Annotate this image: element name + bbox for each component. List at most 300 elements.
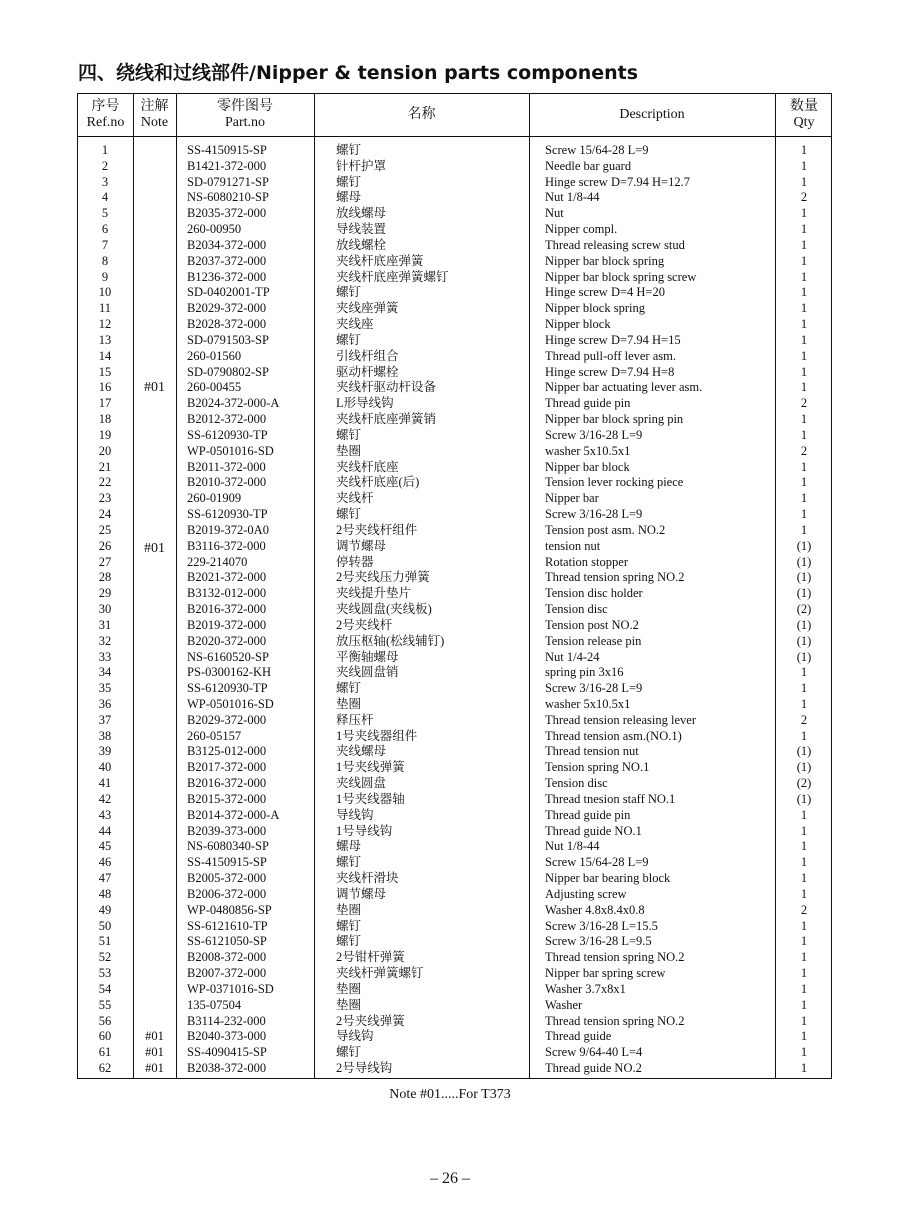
table-row: [78, 855, 831, 871]
part-number-cell: B2015-372-000: [187, 791, 267, 806]
table-row: [78, 507, 831, 523]
description-cell: Tension disc holder: [545, 586, 643, 601]
qty-cell: 1: [800, 507, 808, 522]
part-number-cell: B2012-372-000: [187, 412, 267, 427]
table-row: [78, 238, 831, 254]
ref-cell: 22: [98, 475, 112, 490]
description-cell: Nut 1/4-24: [545, 649, 600, 664]
description-cell: Tension disc: [545, 776, 608, 791]
qty-cell: 2: [800, 190, 808, 205]
ref-cell: 35: [98, 681, 112, 696]
description-cell: Screw 15/64-28 L=9: [545, 855, 649, 870]
ref-cell: 51: [98, 934, 112, 949]
name-cell: 调节螺母: [336, 886, 387, 901]
table-body: [78, 143, 831, 1077]
table-row: [78, 729, 831, 745]
table-row: [78, 650, 831, 666]
part-number-cell: B2038-372-000: [187, 1061, 267, 1076]
part-number-cell: B2028-372-000: [187, 317, 267, 332]
name-cell: 1号夹线器轴: [336, 791, 405, 806]
description-cell: Thread tension spring NO.2: [545, 1013, 685, 1028]
description-cell: Tension post asm. NO.2: [545, 522, 666, 537]
part-number-cell: WP-0501016-SD: [187, 696, 274, 711]
name-cell: 螺钉: [336, 918, 362, 933]
qty-cell: (1): [796, 744, 812, 759]
table-row: [78, 808, 831, 824]
name-cell: 放线螺栓: [336, 237, 387, 252]
table-row: [78, 697, 831, 713]
description-cell: Adjusting screw: [545, 886, 627, 901]
qty-cell: 1: [800, 823, 808, 838]
ref-cell: 26: [98, 538, 112, 553]
ref-cell: 6: [101, 222, 109, 237]
table-row: [78, 1061, 831, 1077]
header-note: [133, 94, 176, 136]
table-row: [78, 143, 831, 159]
ref-cell: 14: [98, 348, 112, 363]
part-number-cell: SS-6120930-TP: [187, 427, 268, 442]
description-cell: Thread guide pin: [545, 807, 631, 822]
header-ref-cn: 序号: [91, 99, 120, 114]
ref-cell: 13: [98, 332, 112, 347]
table-row: [78, 982, 831, 998]
name-cell: 垫圈: [336, 902, 362, 917]
ref-cell: 56: [98, 1013, 112, 1028]
name-cell: 2号夹线弹簧: [336, 1013, 405, 1028]
table-row: [78, 934, 831, 950]
description-cell: Rotation stopper: [545, 554, 628, 569]
qty-cell: (1): [796, 554, 812, 569]
table-row: [78, 618, 831, 634]
ref-cell: 41: [98, 776, 112, 791]
description-cell: Washer 4.8x8.4x0.8: [545, 902, 645, 917]
name-cell: 1号夹线弹簧: [336, 760, 405, 775]
qty-cell: 1: [800, 380, 808, 395]
header-note-cn: 注解: [140, 99, 169, 114]
ref-cell: 20: [98, 443, 112, 458]
note-cell: #01: [145, 1029, 164, 1044]
description-cell: Thread guide: [545, 1029, 612, 1044]
part-number-cell: SS-6120930-TP: [187, 507, 268, 522]
qty-cell: 1: [800, 348, 808, 363]
note-cell: #01: [145, 1045, 164, 1060]
description-cell: Screw 3/16-28 L=9.5: [545, 934, 652, 949]
name-cell: 垫圈: [336, 696, 362, 711]
description-cell: Thread tension spring NO.2: [545, 570, 685, 585]
part-number-cell: B2029-372-000: [187, 301, 267, 316]
name-cell: 夹线螺母: [336, 744, 387, 759]
table-row: [78, 792, 831, 808]
name-cell: 夹线杆底座弹簧销: [336, 412, 437, 427]
description-cell: Screw 3/16-28 L=9: [545, 507, 643, 522]
qty-cell: (1): [796, 649, 812, 664]
ref-cell: 4: [101, 190, 109, 205]
name-cell: 停转器: [336, 554, 374, 569]
part-number-cell: SD-0790802-SP: [187, 364, 269, 379]
page-title: 四、绕线和过线部件/Nipper & tension parts components: [78, 62, 639, 84]
ref-cell: 42: [98, 791, 112, 806]
table-row: [78, 270, 831, 286]
table-row: [78, 824, 831, 840]
table-row: [78, 444, 831, 460]
name-cell: 夹线杆底座: [336, 459, 399, 474]
part-number-cell: WP-0501016-SD: [187, 443, 274, 458]
part-number-cell: B2035-372-000: [187, 206, 267, 221]
ref-cell: 21: [98, 459, 112, 474]
qty-cell: 1: [800, 934, 808, 949]
ref-cell: 38: [98, 728, 112, 743]
table-row: [78, 903, 831, 919]
part-number-cell: B1421-372-000: [187, 158, 267, 173]
qty-cell: (1): [796, 538, 812, 553]
qty-cell: 1: [800, 475, 808, 490]
qty-cell: 1: [800, 332, 808, 347]
part-number-cell: WP-0480856-SP: [187, 902, 272, 917]
qty-cell: 1: [800, 871, 808, 886]
name-cell: 螺钉: [336, 143, 362, 157]
table-row: [78, 950, 831, 966]
part-number-cell: B3125-012-000: [187, 744, 267, 759]
part-number-cell: B2006-372-000: [187, 886, 267, 901]
ref-cell: 61: [98, 1045, 112, 1060]
qty-cell: 1: [800, 269, 808, 284]
ref-cell: 45: [98, 839, 112, 854]
ref-cell: 48: [98, 886, 112, 901]
part-number-cell: NS-6080210-SP: [187, 190, 269, 205]
table-row: [78, 475, 831, 491]
table-row: [78, 365, 831, 381]
qty-cell: 1: [800, 966, 808, 981]
description-cell: Nut 1/8-44: [545, 839, 600, 854]
table-row: [78, 681, 831, 697]
name-cell: 释压杆: [336, 712, 374, 727]
ref-cell: 31: [98, 617, 112, 632]
name-cell: 螺母: [336, 190, 362, 205]
header-desc: [529, 94, 775, 136]
ref-cell: 52: [98, 950, 112, 965]
page-number: – 26 –: [430, 1170, 470, 1187]
name-cell: 垫圈: [336, 981, 362, 996]
description-cell: Tension release pin: [545, 633, 642, 648]
name-cell: 放压枢轴(松线辅钉): [336, 633, 445, 648]
table-row: [78, 871, 831, 887]
description-cell: Thread releasing screw stud: [545, 237, 685, 252]
qty-cell: 1: [800, 317, 808, 332]
header-desc-en: Description: [619, 107, 685, 122]
table-row: [78, 919, 831, 935]
name-cell: 夹线圆盘(夹线板): [336, 602, 432, 617]
part-number-cell: 260-05157: [187, 728, 242, 743]
part-number-cell: B2034-372-000: [187, 237, 267, 252]
qty-cell: 2: [800, 396, 808, 411]
name-cell: 夹线杆底座弹簧螺钉: [336, 269, 449, 284]
name-cell: 螺钉: [336, 174, 362, 189]
name-cell: 2号夹线杆组件: [336, 522, 418, 537]
table-row: [78, 491, 831, 507]
description-cell: Tension disc: [545, 602, 608, 617]
description-cell: Screw 15/64-28 L=9: [545, 143, 649, 157]
header-name-cn: 名称: [407, 107, 436, 122]
table-row: [78, 634, 831, 650]
ref-cell: 32: [98, 633, 112, 648]
qty-cell: 1: [800, 206, 808, 221]
qty-cell: 1: [800, 981, 808, 996]
part-number-cell: B2017-372-000: [187, 760, 267, 775]
qty-cell: 1: [800, 807, 808, 822]
qty-cell: 2: [800, 712, 808, 727]
qty-cell: 2: [800, 443, 808, 458]
name-cell: 夹线提升垫片: [336, 586, 412, 601]
description-cell: Nipper bar spring screw: [545, 966, 666, 981]
qty-cell: 1: [800, 855, 808, 870]
ref-cell: 54: [98, 981, 112, 996]
table-row: [78, 555, 831, 571]
ref-cell: 8: [101, 253, 109, 268]
name-cell: 夹线杆弹簧螺钉: [336, 966, 424, 981]
name-cell: 2号钳杆弹簧: [336, 950, 405, 965]
qty-cell: (1): [796, 633, 812, 648]
name-cell: 平衡轴螺母: [336, 649, 399, 664]
note-cell: #01: [145, 1061, 164, 1076]
name-cell: 螺钉: [336, 427, 362, 442]
description-cell: Hinge screw D=7.94 H=12.7: [545, 174, 690, 189]
name-cell: 螺钉: [336, 285, 362, 300]
description-cell: Nipper bar bearing block: [545, 871, 671, 886]
name-cell: 夹线圆盘: [336, 776, 387, 791]
qty-cell: 1: [800, 491, 808, 506]
table-row: [78, 570, 831, 586]
ref-cell: 60: [98, 1029, 112, 1044]
description-cell: washer 5x10.5x1: [545, 696, 631, 711]
part-number-cell: B2029-372-000: [187, 712, 267, 727]
part-number-cell: B2016-372-000: [187, 776, 267, 791]
part-number-cell: B3114-232-000: [187, 1013, 266, 1028]
qty-cell: 1: [800, 253, 808, 268]
qty-cell: 2: [800, 902, 808, 917]
part-number-cell: NS-6080340-SP: [187, 839, 269, 854]
description-cell: Nipper bar block spring: [545, 253, 665, 268]
table-row: [78, 428, 831, 444]
part-number-cell: NS-6160520-SP: [187, 649, 269, 664]
description-cell: Hinge screw D=4 H=20: [545, 285, 665, 300]
ref-cell: 23: [98, 491, 112, 506]
ref-cell: 39: [98, 744, 112, 759]
qty-cell: 1: [800, 997, 808, 1012]
part-number-cell: B2037-372-000: [187, 253, 267, 268]
table-row: [78, 222, 831, 238]
qty-cell: 1: [800, 364, 808, 379]
name-cell: 夹线杆驱动杆设备: [336, 380, 437, 395]
ref-cell: 49: [98, 902, 112, 917]
description-cell: Nipper block: [545, 317, 611, 332]
part-number-cell: B2020-372-000: [187, 633, 267, 648]
qty-cell: (1): [796, 791, 812, 806]
qty-cell: 1: [800, 1013, 808, 1028]
name-cell: 螺钉: [336, 1045, 362, 1060]
description-cell: washer 5x10.5x1: [545, 443, 631, 458]
description-cell: Nipper bar block spring screw: [545, 269, 697, 284]
qty-cell: (2): [796, 602, 812, 617]
footnote: Note #01.....For T373: [389, 1087, 511, 1102]
name-cell: 导线装置: [336, 222, 387, 237]
description-cell: Nipper bar block spring pin: [545, 412, 684, 427]
name-cell: 夹线杆滑块: [336, 871, 399, 886]
table-row: [78, 333, 831, 349]
table-row: [78, 159, 831, 175]
description-cell: Washer: [545, 997, 583, 1012]
name-cell: 驱动杆螺栓: [336, 364, 399, 379]
qty-cell: 1: [800, 1061, 808, 1076]
table-row: [78, 254, 831, 270]
name-cell: 夹线座弹簧: [336, 301, 399, 316]
description-cell: Screw 3/16-28 L=9: [545, 681, 643, 696]
description-cell: Nipper bar: [545, 491, 599, 506]
name-cell: 螺钉: [336, 681, 362, 696]
name-cell: 垫圈: [336, 997, 362, 1012]
description-cell: Tension post NO.2: [545, 617, 639, 632]
ref-cell: 16: [98, 380, 112, 395]
ref-cell: 43: [98, 807, 112, 822]
name-cell: 螺钉: [336, 507, 362, 522]
part-number-cell: 135-07504: [187, 997, 242, 1012]
table-row: [78, 998, 831, 1014]
part-number-cell: B2016-372-000: [187, 602, 267, 617]
header-qty: [775, 94, 833, 136]
description-cell: Tension spring NO.1: [545, 760, 650, 775]
qty-cell: 1: [800, 665, 808, 680]
header-part-cn: 零件图号: [217, 99, 273, 114]
qty-cell: 1: [800, 222, 808, 237]
part-number-cell: B2011-372-000: [187, 459, 266, 474]
qty-cell: (2): [796, 776, 812, 791]
table-row: [78, 175, 831, 191]
ref-cell: 25: [98, 522, 112, 537]
qty-cell: (1): [796, 617, 812, 632]
part-number-cell: PS-0300162-KH: [187, 665, 272, 680]
table-row: [78, 1029, 831, 1045]
description-cell: Screw 3/16-28 L=9: [545, 427, 643, 442]
ref-cell: 30: [98, 602, 112, 617]
ref-cell: 29: [98, 586, 112, 601]
header-note-en: Note: [140, 115, 169, 130]
qty-cell: 1: [800, 174, 808, 189]
table-row: [78, 1014, 831, 1030]
header-ref: [78, 94, 133, 136]
ref-cell: 28: [98, 570, 112, 585]
qty-cell: 1: [800, 412, 808, 427]
ref-cell: 55: [98, 997, 112, 1012]
header-part: [176, 94, 314, 136]
description-cell: Thread pull-off lever asm.: [545, 348, 676, 363]
name-cell: 螺钉: [336, 855, 362, 870]
name-cell: 夹线圆盘销: [336, 665, 399, 680]
table-row: [78, 539, 831, 555]
table-row: [78, 665, 831, 681]
ref-cell: 44: [98, 823, 112, 838]
table-row: [78, 523, 831, 539]
qty-cell: 1: [800, 728, 808, 743]
part-number-cell: B2024-372-000-A: [187, 396, 280, 411]
qty-cell: 1: [800, 285, 808, 300]
description-cell: Thread guide pin: [545, 396, 631, 411]
ref-cell: 47: [98, 871, 112, 886]
description-cell: Nipper bar actuating lever asm.: [545, 380, 703, 395]
description-cell: Nipper bar block: [545, 459, 630, 474]
description-cell: Thread tnesion staff NO.1: [545, 791, 676, 806]
table-row: [78, 776, 831, 792]
qty-cell: 1: [800, 696, 808, 711]
ref-cell: 17: [98, 396, 112, 411]
part-number-cell: B3116-372-000: [187, 538, 266, 553]
ref-cell: 7: [101, 237, 109, 252]
name-cell: 螺母: [336, 839, 362, 854]
qty-cell: 1: [800, 1045, 808, 1060]
header-name: [314, 94, 529, 136]
ref-cell: 5: [101, 206, 109, 221]
header-part-en: Part.no: [224, 115, 266, 130]
header-ref-en: Ref.no: [86, 115, 125, 130]
description-cell: Needle bar guard: [545, 158, 632, 173]
name-cell: 螺钉: [336, 934, 362, 949]
name-cell: 垫圈: [336, 443, 362, 458]
table-row: [78, 460, 831, 476]
qty-cell: 1: [800, 950, 808, 965]
qty-cell: 1: [800, 886, 808, 901]
part-number-cell: SS-4150915-SP: [187, 143, 267, 157]
qty-cell: 1: [800, 681, 808, 696]
ref-cell: 33: [98, 649, 112, 664]
table-row: [78, 380, 831, 396]
part-number-cell: B1236-372-000: [187, 269, 267, 284]
ref-cell: 18: [98, 412, 112, 427]
ref-cell: 1: [101, 143, 109, 157]
table-row: [78, 744, 831, 760]
part-number-cell: WP-0371016-SD: [187, 981, 274, 996]
table-row: [78, 285, 831, 301]
table-row: [78, 839, 831, 855]
name-cell: 放线螺母: [336, 206, 387, 221]
part-number-cell: 260-01560: [187, 348, 242, 363]
ref-cell: 40: [98, 760, 112, 775]
ref-cell: 34: [98, 665, 112, 680]
description-cell: Hinge screw D=7.94 H=15: [545, 332, 681, 347]
ref-cell: 2: [101, 158, 109, 173]
ref-cell: 53: [98, 966, 112, 981]
table-row: [78, 301, 831, 317]
name-cell: 导线钩: [336, 807, 374, 822]
header-qty-cn: 数量: [790, 99, 818, 114]
qty-cell: (1): [796, 760, 812, 775]
part-number-cell: B2040-373-000: [187, 1029, 267, 1044]
qty-cell: 1: [800, 839, 808, 854]
ref-cell: 19: [98, 427, 112, 442]
part-number-cell: B2021-372-000: [187, 570, 267, 585]
description-cell: Nut 1/8-44: [545, 190, 600, 205]
description-cell: Nipper block spring: [545, 301, 645, 316]
table-row: [78, 396, 831, 412]
qty-cell: (1): [796, 570, 812, 585]
part-number-cell: B2039-373-000: [187, 823, 267, 838]
ref-cell: 3: [101, 174, 109, 189]
table-row: [78, 966, 831, 982]
table-row: [78, 586, 831, 602]
name-cell: 夹线杆: [336, 491, 374, 506]
name-cell: 2号导线钩: [336, 1061, 393, 1076]
part-number-cell: B2007-372-000: [187, 966, 267, 981]
part-number-cell: 260-00950: [187, 222, 242, 237]
ref-cell: 36: [98, 696, 112, 711]
name-cell: 引线杆组合: [336, 348, 399, 363]
